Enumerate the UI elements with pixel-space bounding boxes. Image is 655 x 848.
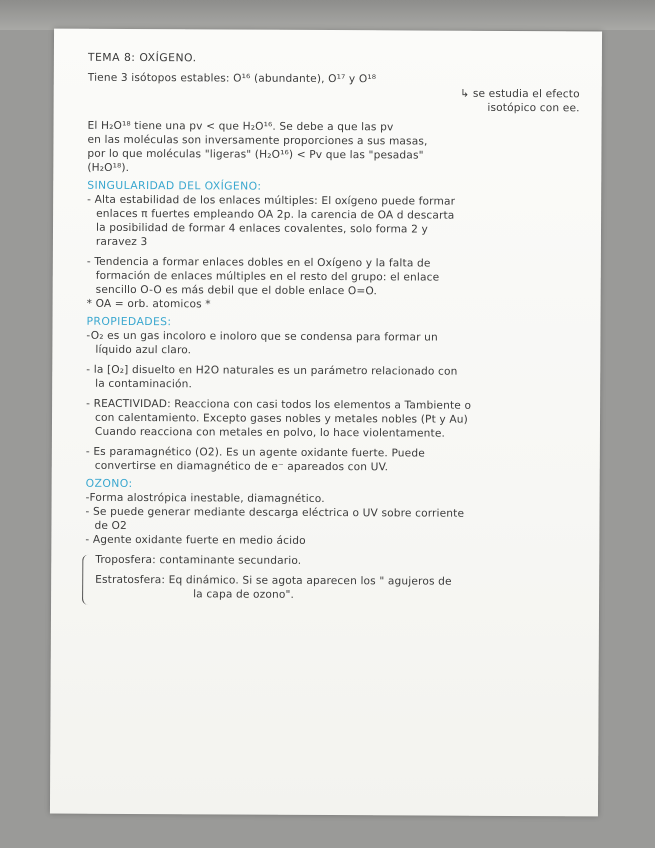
ozone-item-1: -Forma alostrópica inestable, diamagnético. [85, 491, 325, 505]
text-line: Cuando reacciona con metales en polvo, lo hace violentamente. [94, 425, 446, 440]
text-line: líquido azul claro. [95, 343, 192, 357]
text-line: raravez 3 [95, 235, 148, 249]
singularity-item-2 [87, 255, 579, 300]
isotopes-note-2: isotópico con ee. [487, 101, 580, 115]
text-line: sencillo O-O es más debil que el doble enlace O=O. [95, 283, 378, 298]
pv-line: (H₂O¹⁸). [87, 161, 130, 174]
isotopes-note-1: ↳ se estudia el efecto [460, 87, 580, 101]
properties-item-1 [86, 329, 578, 360]
brace-mark [82, 555, 89, 605]
pv-line: en las moléculas son inversamente proporciones a sus masas, [87, 133, 428, 148]
text-line: - Alta estabilidad de los enlaces múltiples: El oxígeno puede formar [87, 193, 456, 208]
text-line: con calentamiento. Excepto gases nobles y metales nobles (Pt y Au) [94, 411, 468, 426]
ozone-heading: OZONO: [85, 476, 133, 490]
text-line: - Tendencia a formar enlaces dobles en el Oxígeno y la falta de [86, 255, 431, 270]
text-line: - la [O₂] disuelto en H2O naturales es un parámetro relacionado con [86, 363, 458, 378]
properties-heading: PROPIEDADES: [86, 314, 172, 329]
stratosphere-line: la capa de ozono". [193, 588, 295, 601]
text-line: de O2 [94, 519, 127, 532]
text-line: - Es paramagnético (O2). Es un agente oxidante fuerte. Puede [85, 445, 425, 460]
scan-background [0, 0, 655, 30]
text-line: - REACTIVIDAD: Reacciona con casi todos los elementos a Tambiente o [86, 397, 472, 412]
singularity-item-1 [87, 193, 579, 252]
notebook-page [50, 29, 602, 817]
atmosphere-block [85, 553, 577, 604]
footnote: * OA = orb. atomicos * [86, 297, 211, 311]
properties-item-3 [86, 397, 578, 442]
pv-paragraph [87, 119, 579, 178]
ozone-item-2 [85, 505, 577, 536]
text-line: la posibilidad de formar 4 enlaces covalentes, solo forma 2 y [95, 221, 428, 236]
handwritten-notes [85, 51, 580, 604]
troposphere-line: Troposfera: contaminante secundario. [95, 553, 302, 567]
pv-line: El H₂O¹⁸ tiene una pv < que H₂O¹⁶. Se debe a que las pv [87, 119, 394, 134]
text-line: enlaces π fuertes empleando OA 2p. la carencia de OA d descarta [96, 207, 455, 222]
properties-item-2 [86, 363, 578, 394]
isotopes-line: Tiene 3 isótopos estables: O¹⁶ (abundante), O¹⁷ y O¹⁸ [87, 71, 377, 86]
ozone-item-3: - Agente oxidante fuerte en medio ácido [85, 533, 306, 547]
text-line: la contaminación. [95, 377, 193, 391]
text-line: convertirse en diamagnético de e⁻ apareados con UV. [94, 459, 389, 474]
text-line: formación de enlaces múltiples en el resto del grupo: el enlace [95, 269, 440, 284]
properties-item-4 [86, 445, 578, 476]
page-title: TEMA 8: OXÍGENO. [87, 50, 197, 65]
text-line: - Se puede generar mediante descarga eléctrica o UV sobre corriente [85, 505, 465, 520]
singularity-heading: SINGULARIDAD DEL OXÍGENO: [87, 178, 262, 193]
stratosphere-line: Estratosfera: Eq dinámico. Si se agota aparecen los " agujeros de [95, 573, 452, 588]
text-line: -O₂ es un gas incoloro e inoloro que se condensa para formar un [86, 329, 438, 344]
pv-line: por lo que moléculas "ligeras" (H₂O¹⁶) < Pv que las "pesadas" [87, 147, 424, 162]
